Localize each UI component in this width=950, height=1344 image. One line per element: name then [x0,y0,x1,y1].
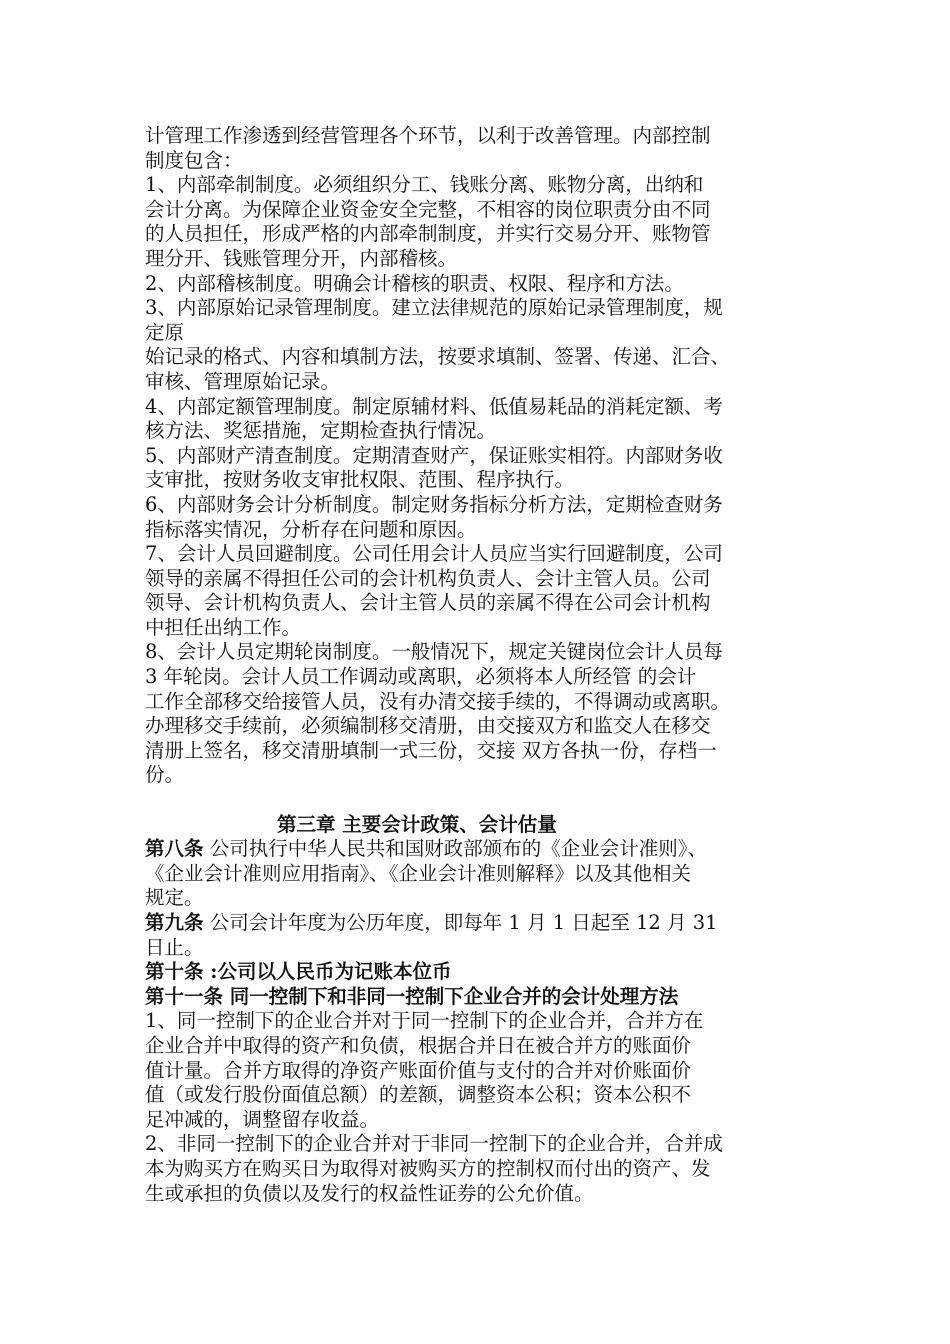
text-line: 始记录的格式、内容和填制方法，按要求填制、签署、传递、汇合、 [145,345,731,369]
article-text: 公司会计年度为公历年度，即每年 1 月 1 日起至 12 月 31 [203,911,718,934]
text-line: 份。 [145,763,185,787]
article-label: 第十条 [145,960,204,984]
blank-line [145,788,813,813]
text-line: 3、内部原始记录管理制度。建立法律规范的原始记录管理制度，规 [145,296,723,320]
text-line: 值计量。合并方取得的净资产账面价值与支付的合并对价账面价 [145,1058,692,1082]
text-line: 日止。 [145,935,204,959]
internal-control-section [145,124,813,788]
text-line: 中担任出纳工作。 [145,615,302,639]
text-line: 本为购买方在购买日为取得对被购买方的控制权而付出的资产、发 [145,1156,711,1180]
text-line: 值（或发行股份面值总额）的差额，调整资本公积；资本公积不 [145,1083,692,1107]
text-line: 会计分离。为保障企业资金安全完整，不相容的岗位职责分由不同 [145,197,711,221]
article-text: :公司以人民币为记账本位币 [203,960,452,984]
text-line [145,837,813,862]
text-line [145,911,813,936]
text-line: 1、同一控制下的企业合并对于同一控制下的企业合并，合并方在 [145,1009,704,1033]
text-line: 定原 [145,320,185,344]
chapter-heading: 第三章 主要会计政策、会计估量 [277,812,557,836]
text-line: 指标落实情况，分析存在问题和原因。 [145,517,477,541]
article-11 [145,985,813,1010]
text-line: 工作全部移交给接管人员，没有办清交接手续的，不得调动或离职。 [145,689,731,713]
business-combination-section [145,1009,813,1206]
text-line: 6、内部财务会计分析制度。制定财务指标分析方法，定期检查财务 [145,492,723,516]
text-line: 生或承担的负债以及发行的权益性证券的公允价值。 [145,1181,594,1205]
text-line: 2、非同一控制下的企业合并对于非同一控制下的企业合并，合并成 [145,1132,723,1156]
text-line: 5、内部财产清查制度。定期清查财产，保证账实相符。内部财务收 [145,443,723,467]
text-line: 领导、会计机构负责人、会计主管人员的亲属不得在公司会计机构 [145,591,711,615]
text-line: 支审批，按财务收支审批权限、范围、程序执行。 [145,468,575,492]
text-line: 8、会计人员定期轮岗制度。一般情况下，规定关键岗位会计人员每 [145,640,723,664]
text-line: 规定。 [145,886,204,910]
text-line: 《企业会计准则应用指南》、《企业会计准则解释》以及其他相关 [145,861,692,885]
article-9 [145,911,813,960]
text-line: 1、内部牵制制度。必须组织分工、钱账分离、账物分离，出纳和 [145,173,704,197]
text-line: 核方法、奖惩措施，定期检查执行情况。 [145,419,497,443]
article-label: 第八条 [145,837,204,861]
text-line: 2、内部稽核制度。明确会计稽核的职责、权限、程序和方法。 [145,271,684,295]
text-line: 清册上签名，移交清册填制一式三份，交接 双方各执一份，存档一 [145,738,717,762]
article-text: 公司执行中华人民共和国财政部颁布的《企业会计准则》、 [203,837,707,861]
article-text: 同一控制下和非同一控制下企业合并的会计处理方法 [223,984,679,1008]
text-line: 企业合并中取得的资产和负债，根据合并日在被合并方的账面价 [145,1033,692,1057]
text-line: 计管理工作渗透到经营管理各个环节，以利于改善管理。内部控制 [145,124,711,147]
text-line: 7、会计人员回避制度。公司任用会计人员应当实行回避制度，公司 [145,542,723,566]
text-line: 审核、管理原始记录。 [145,369,341,393]
text-line: 办理移交手续前，必须编制移交清册，由交接双方和监交人在移交 [145,714,711,738]
text-line: 3 年轮岗。会计人员工作调动或离职，必须将本人所经管 的会计 [145,665,697,689]
text-line: 理分开、钱账管理分开，内部稽核。 [145,246,458,270]
text-line: 制度包含： [145,148,243,172]
article-label: 第十一条 [145,984,224,1008]
document-page [145,124,813,1206]
article-10 [145,960,813,985]
text-line: 足冲减的，调整留存收益。 [145,1107,380,1131]
text-line: 的人员担任，形成严格的内部牵制制度，并实行交易分开、账物管 [145,222,711,246]
text-line: 领导的亲属不得担任公司的会计机构负责人、会计主管人员。公司 [145,566,711,590]
text-line: 4、内部定额管理制度。制定原辅材料、低值易耗品的消耗定额、考 [145,394,723,418]
article-8 [145,837,813,911]
article-label: 第九条 [145,911,204,934]
